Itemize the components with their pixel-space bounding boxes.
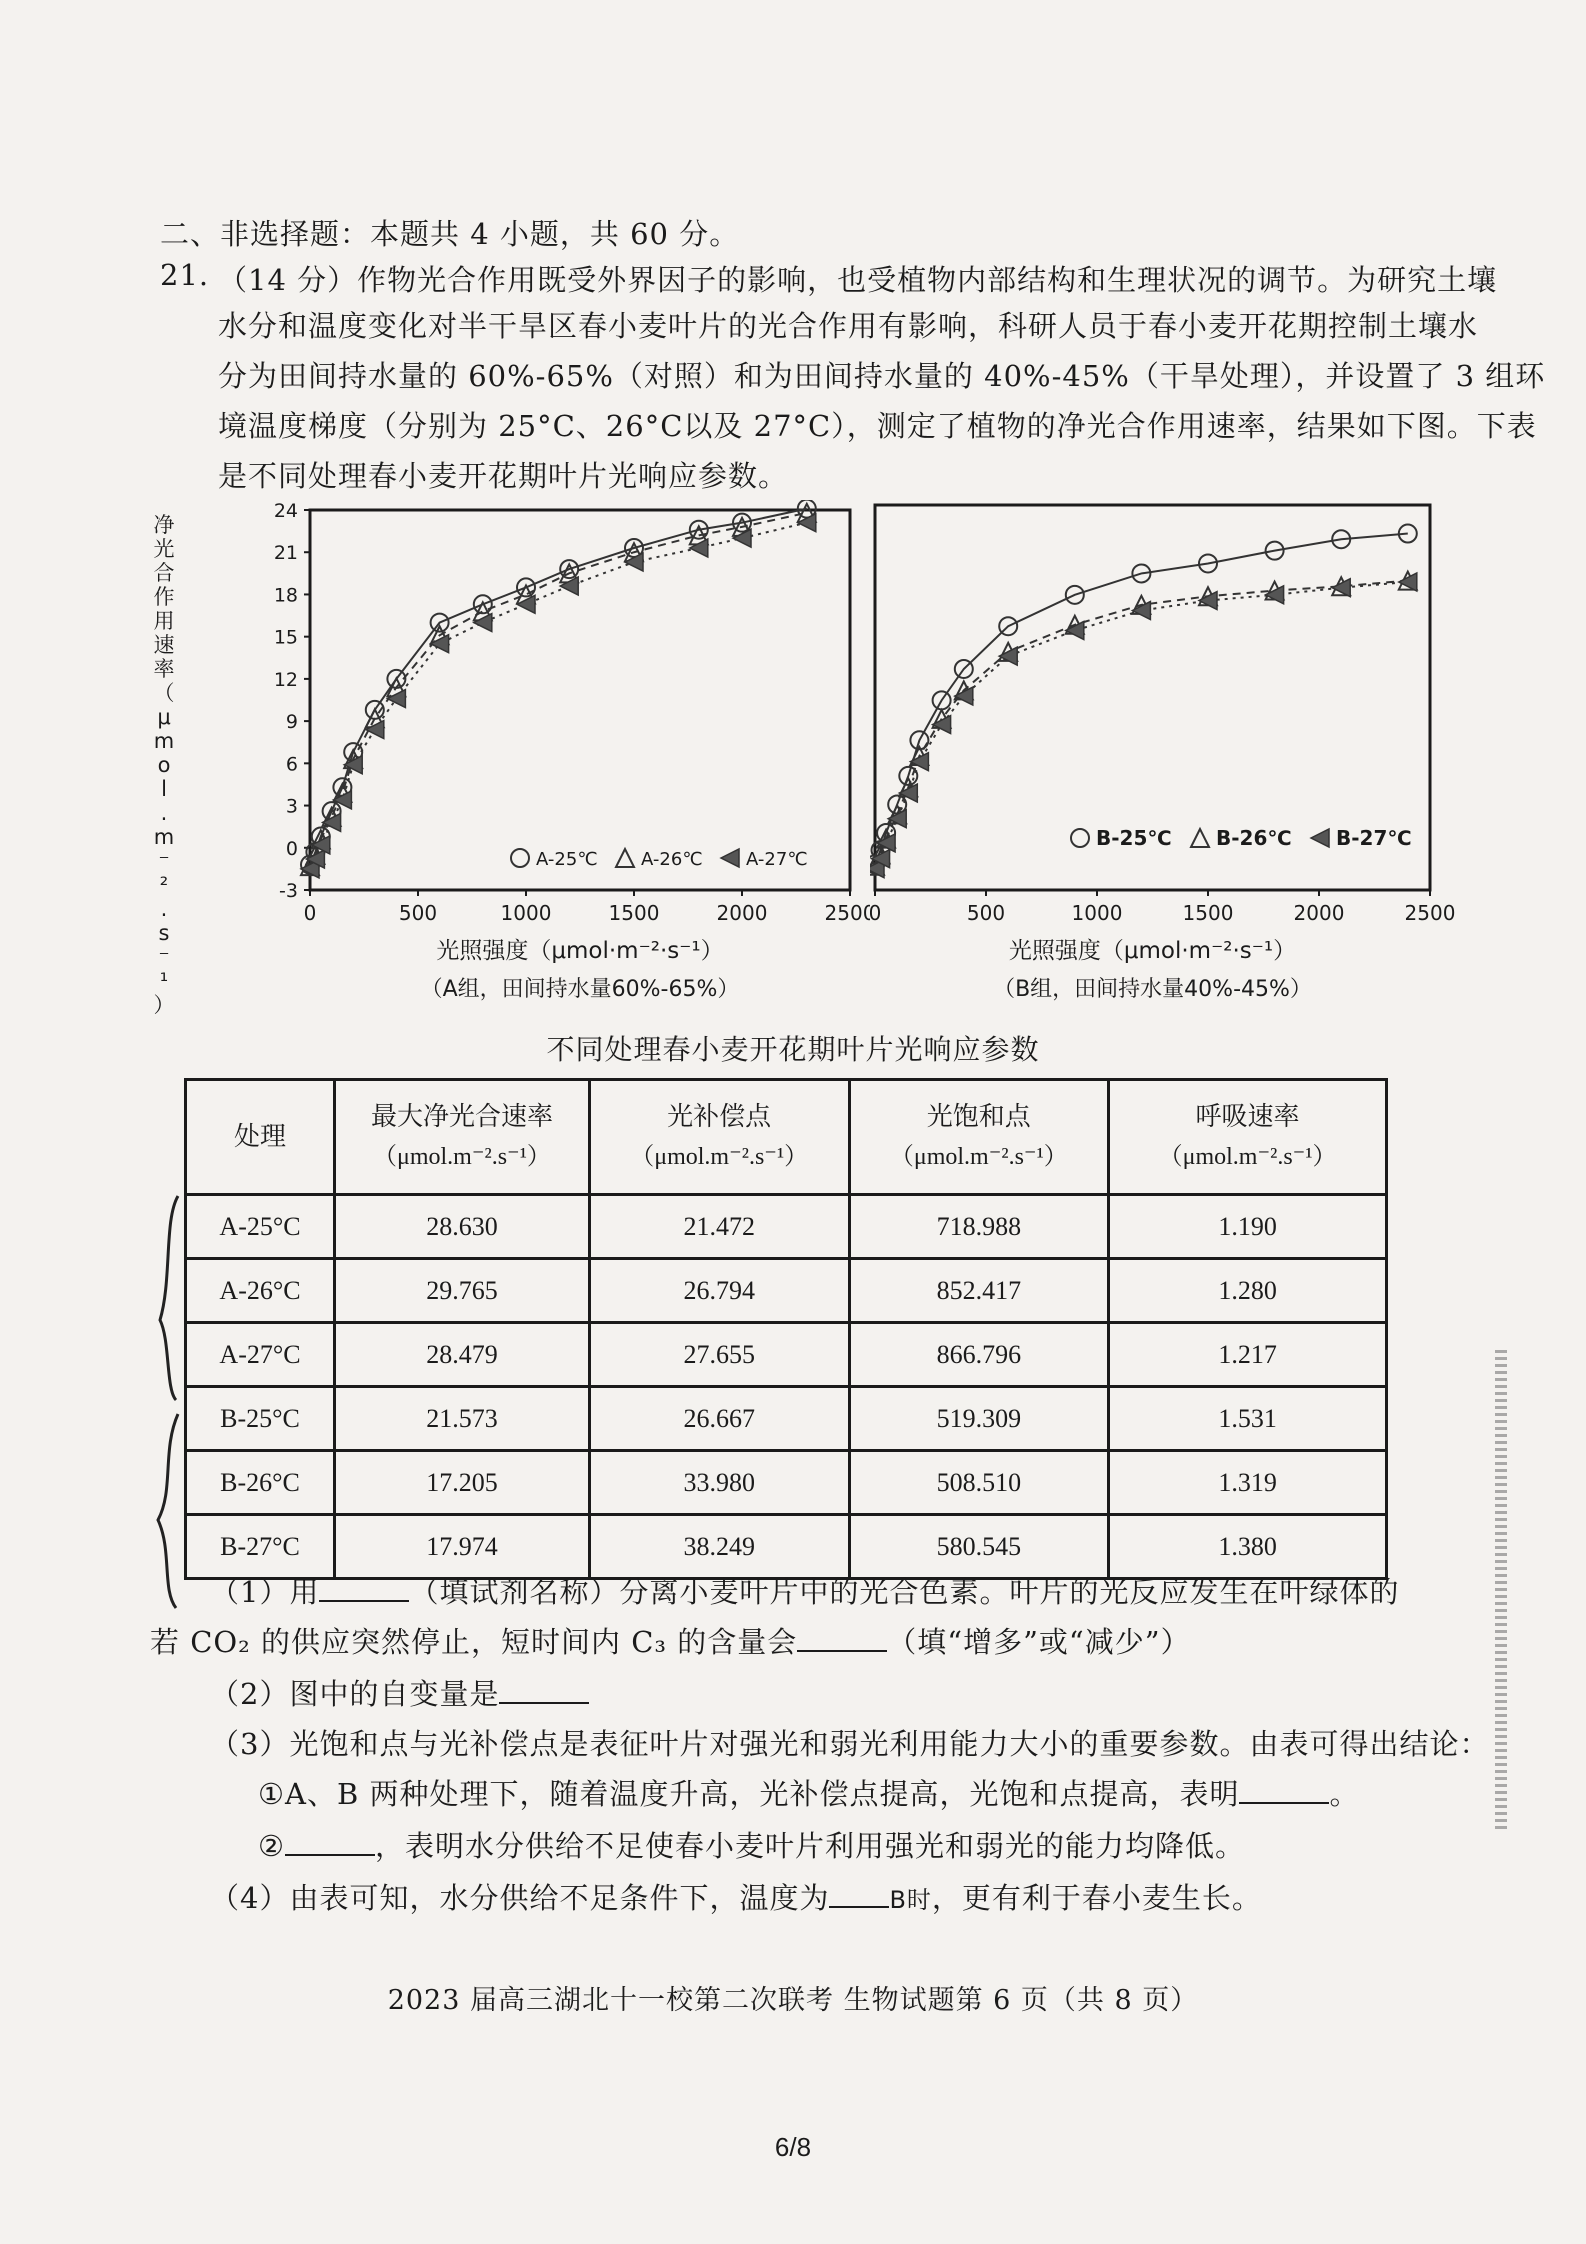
intro-line-1: （14 分）作物光合作用既受外界因子的影响，也受植物内部结构和生理状况的调节。为研究土壤 (218, 263, 1498, 297)
table-header: 光饱和点 （μmol.m⁻².s⁻¹） (849, 1080, 1109, 1195)
chart-a-container (150, 500, 870, 1024)
x-tick-label: 0 (303, 901, 317, 925)
y-tick-label: 3 (285, 795, 298, 818)
y-axis-label: 合 (153, 561, 175, 585)
answer-blank[interactable] (829, 1882, 889, 1908)
y-axis-label: （ (153, 681, 175, 705)
table-row (186, 1259, 1387, 1323)
y-axis-label: 净 (153, 513, 175, 537)
table-row (186, 1451, 1387, 1515)
y-axis-label: 光 (153, 537, 175, 561)
table-cell: 1.531 (1109, 1387, 1387, 1451)
y-tick-label: 6 (285, 753, 298, 776)
table-cell: 519.309 (849, 1387, 1109, 1451)
chart-caption: （B组，田间持水量40%-45%） (993, 977, 1312, 1002)
table-cell: A-25°C (186, 1195, 335, 1259)
intro-line-3: 分为田间持水量的 60%-65%（对照）和为田间持水量的 40%-45%（干旱处理），并设置了 3 组环 (218, 359, 1546, 393)
data-point (1332, 579, 1350, 597)
y-axis-label: l (161, 777, 167, 801)
y-axis-label: ¹ (159, 969, 169, 993)
data-point (721, 849, 739, 867)
question-3-1: ①A、B 两种处理下，随着温度升高，光补偿点提高，光饱和点提高，表明 。 (258, 1777, 1360, 1811)
x-tick-label: 2500 (824, 901, 870, 925)
x-tick-label: 2500 (1404, 901, 1456, 925)
q1-prefix: （1）用 (210, 1575, 320, 1609)
y-tick-label: 9 (285, 711, 298, 734)
legend-entry: B-26℃ (1216, 826, 1292, 850)
table-title: 不同处理春小麦开花期叶片光响应参数 (546, 1033, 1040, 1066)
table-cell: 28.630 (335, 1195, 590, 1259)
x-tick-label: 500 (398, 901, 438, 925)
table-cell: 27.655 (589, 1323, 849, 1387)
page-number: 6/8 (774, 2132, 812, 2162)
question-2 (210, 1672, 589, 1713)
y-tick-label: 0 (285, 837, 298, 860)
x-axis-label: 光照强度（μmol·m⁻²·s⁻¹） (1008, 938, 1297, 964)
y-tick-label: 15 (273, 626, 298, 649)
y-axis-label: s (158, 921, 170, 945)
y-axis-label: 用 (153, 609, 175, 633)
y-axis-label: . (160, 801, 168, 825)
series-line (875, 581, 1408, 866)
table-cell: 38.249 (589, 1515, 849, 1579)
x-tick-label: 1000 (500, 901, 552, 925)
table-cell: 866.796 (849, 1323, 1109, 1387)
params-table (184, 1078, 1388, 1580)
y-axis-label: ⁻ (158, 945, 170, 969)
table-cell: 21.573 (335, 1387, 590, 1451)
table-cell: 21.472 (589, 1195, 849, 1259)
q3-1-text: ①A、B 两种处理下，随着温度升高，光补偿点提高，光饱和点提高，表明 (258, 1777, 1240, 1811)
y-axis-label: o (157, 753, 171, 777)
table-header: 处理 (186, 1080, 335, 1195)
chart-caption: （A组，田间持水量60%-65%） (420, 977, 740, 1002)
table-cell: B-26°C (186, 1451, 335, 1515)
q4-suffix: ，更有利于春小麦生长。 (931, 1881, 1262, 1915)
table-cell: 26.667 (589, 1387, 849, 1451)
data-point (999, 647, 1017, 665)
x-tick-label: 1500 (1182, 901, 1234, 925)
table-header-row (186, 1080, 1387, 1195)
table-cell: 1.190 (1109, 1195, 1387, 1259)
table-row (186, 1323, 1387, 1387)
q1-cont-suffix: （填“增多”或“减少”） (887, 1625, 1191, 1659)
data-point (690, 539, 708, 557)
table-cell: B-25°C (186, 1387, 335, 1451)
data-point (1399, 573, 1417, 591)
table-cell: 33.980 (589, 1451, 849, 1515)
x-tick-label: 500 (966, 901, 1006, 925)
y-tick-label: 21 (273, 542, 298, 565)
y-axis-label: ⁻ (158, 849, 170, 873)
data-point (511, 849, 529, 867)
question-3-2 (258, 1824, 1245, 1865)
answer-blank[interactable] (319, 1576, 409, 1602)
table-header: 最大净光合速率 （μmol.m⁻².s⁻¹） (335, 1080, 590, 1195)
table-row (186, 1387, 1387, 1451)
y-axis-label: μ (157, 705, 171, 729)
y-axis-label: . (160, 897, 168, 921)
table-cell: A-26°C (186, 1259, 335, 1323)
answer-blank[interactable] (285, 1830, 375, 1856)
q1-cont-text: 若 CO₂ 的供应突然停止，短时间内 C₃ 的含量会 (150, 1625, 798, 1659)
q2-text: （2）图中的自变量是 (210, 1677, 500, 1711)
y-tick-label: 12 (273, 668, 298, 691)
x-tick-label: 1500 (608, 901, 660, 925)
intro-line-4: 境温度梯度（分别为 25°C、26°C以及 27°C），测定了植物的净光合作用速率，结果如下图。下表 (218, 409, 1537, 443)
x-axis-label: 光照强度（μmol·m⁻²·s⁻¹） (436, 938, 724, 964)
table-cell: 508.510 (849, 1451, 1109, 1515)
q1-text: （填试剂名称）分离小麦叶片中的光合色素。叶片的光反应发生在叶绿体的 (409, 1575, 1400, 1609)
legend-entry: B-27℃ (1336, 826, 1412, 850)
data-point (1191, 829, 1209, 847)
table-cell: 28.479 (335, 1323, 590, 1387)
table-cell: 580.545 (849, 1515, 1109, 1579)
table-cell: B-27°C (186, 1515, 335, 1579)
table-cell: 1.280 (1109, 1259, 1387, 1323)
section-heading: 二、非选择题：本题共 4 小题，共 60 分。 (160, 217, 740, 251)
question-4 (210, 1876, 1262, 1917)
data-point (1071, 829, 1089, 847)
q4-prefix: （4）由表可知，水分供给不足条件下，温度为 (210, 1881, 830, 1915)
q3-2-text: ，表明水分供给不足使春小麦叶片利用强光和弱光的能力均降低。 (375, 1829, 1246, 1863)
series-line (310, 513, 807, 866)
table-cell: 852.417 (849, 1259, 1109, 1323)
x-tick-label: 0 (870, 901, 882, 925)
y-axis-label: ） (153, 993, 175, 1017)
x-tick-label: 2000 (1293, 901, 1345, 925)
table-cell: 17.205 (335, 1451, 590, 1515)
y-tick-label: 18 (273, 584, 298, 607)
y-axis-label: m (153, 729, 175, 753)
table-cell: 26.794 (589, 1259, 849, 1323)
scan-artifact (1495, 1350, 1507, 1830)
question-number: 21. (160, 258, 210, 292)
series-line (310, 509, 807, 865)
question-1 (210, 1570, 1399, 1611)
data-point (1311, 829, 1329, 847)
table-cell: 1.380 (1109, 1515, 1387, 1579)
legend-entry: A-25℃ (536, 849, 598, 870)
question-3: （3）光饱和点与光补偿点是表征叶片对强光和弱光利用能力大小的重要参数。由表可得出结论： (210, 1727, 1490, 1761)
table-row (186, 1195, 1387, 1259)
y-axis-label: 速 (153, 633, 175, 657)
intro-line-5: 是不同处理春小麦开花期叶片光响应参数。 (218, 459, 789, 493)
handwritten-brackets (150, 1190, 190, 1620)
footer-title: 2023 届高三湖北十一校第二次联考 生物试题第 6 页（共 8 页） (387, 1985, 1199, 2016)
chart-b-container (870, 500, 1470, 1024)
data-point (560, 577, 578, 595)
chart-b (870, 500, 1470, 1020)
answer-blank[interactable] (499, 1678, 589, 1704)
table-cell: A-27°C (186, 1323, 335, 1387)
y-axis-label: ² (159, 873, 169, 897)
table-row (186, 1515, 1387, 1579)
data-point (616, 849, 634, 867)
answer-blank[interactable] (1239, 1778, 1329, 1804)
legend-entry: B-25℃ (1096, 826, 1172, 850)
table-cell: 1.319 (1109, 1451, 1387, 1515)
y-tick-label: 24 (273, 500, 298, 522)
legend-entry: A-27℃ (746, 849, 808, 870)
q4-handwriting: B时 (889, 1886, 932, 1914)
data-point (1266, 586, 1284, 604)
q3-2-prefix: ② (258, 1829, 285, 1863)
legend-entry: A-26℃ (641, 849, 703, 870)
answer-blank[interactable] (797, 1626, 887, 1652)
data-point (1199, 592, 1217, 610)
y-tick-label: -3 (279, 880, 298, 902)
y-axis-label: m (153, 825, 175, 849)
x-tick-label: 2000 (716, 901, 768, 925)
intro-line-2: 水分和温度变化对半干旱区春小麦叶片的光合作用有影响，科研人员于春小麦开花期控制土壤水 (218, 309, 1479, 343)
y-axis-label: 率 (153, 657, 175, 681)
table-header: 光补偿点 （μmol.m⁻².s⁻¹） (589, 1080, 849, 1195)
table-cell: 17.974 (335, 1515, 590, 1579)
table-cell: 718.988 (849, 1195, 1109, 1259)
data-point (933, 716, 951, 734)
table-header: 呼吸速率 （μmol.m⁻².s⁻¹） (1109, 1080, 1387, 1195)
chart-a (150, 500, 870, 1020)
table-cell: 1.217 (1109, 1323, 1387, 1387)
table-cell: 29.765 (335, 1259, 590, 1323)
question-1-cont (150, 1620, 1191, 1661)
y-axis-label: 作 (153, 585, 175, 609)
x-tick-label: 1000 (1071, 901, 1123, 925)
